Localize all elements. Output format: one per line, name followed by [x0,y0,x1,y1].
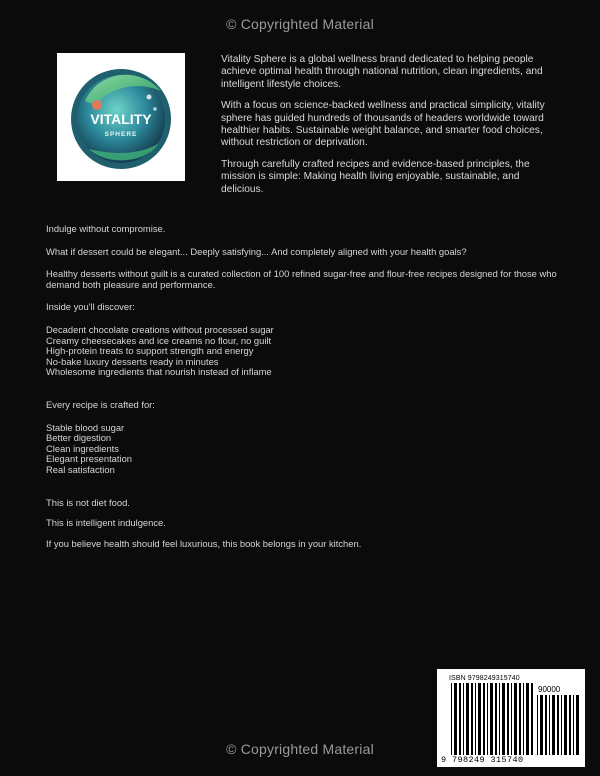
closing-line-3: If you believe health should feel luxurious, this book belongs in your kitchen. [46,537,362,549]
about-paragraph-2: With a focus on science-backed wellness and practical simplicity, vitality sphere has guided hundreds of thousands of headers worldwide toward healthier habits. Sustainable weight balance, and smarter food choices, without restriction or deprivation. [221,100,545,149]
closing-line-1: This is not diet food. [46,496,130,508]
list-item: Real satisfaction [46,463,115,475]
list-item: No-bake luxury desserts ready in minutes [46,355,219,367]
logo-wordmark-main: VITALITY [90,111,152,127]
collection-description: Healthy desserts without guilt is a curated collection of 100 refined sugar-free and flour-free recipes designed for those who demand both pleasure and performance. [46,268,557,290]
vitality-sphere-logo-icon [65,61,177,173]
copyright-watermark-bottom: © Copyrighted Material [226,741,374,757]
list-item: Clean ingredients [46,442,119,454]
list-item: Wholesome ingredients that nourish instead of inflame [46,366,272,378]
about-brand-section [221,54,561,205]
list-item: High-protein treats to support strength and energy [46,345,254,357]
about-paragraph-3: Through carefully crafted recipes and evidence-based principles, the mission is simple: Making health living enjoyable, sustainable, and delicious. [221,158,530,195]
list-item: Decadent chocolate creations without processed sugar [46,323,274,335]
closing-line-2: This is intelligent indulgence. [46,517,166,529]
list-item: Elegant presentation [46,453,133,465]
tagline: Indulge without compromise. [46,223,166,234]
copyright-watermark-top: © Copyrighted Material [226,16,374,32]
list-item: Creamy cheesecakes and ice creams no flour, no guilt [46,334,272,346]
crafted-list [46,423,566,476]
logo-wordmark-sub: SPHERE [104,131,138,138]
discover-list [46,325,566,378]
isbn-digits: 9 798249 315740 [441,755,524,765]
price-code: 90000 [538,685,561,694]
brand-logo [57,53,185,181]
list-item: Better digestion [46,432,112,444]
about-paragraph-1: Vitality Sphere is a global wellness brand dedicated to helping people achieve optimal health through national nutrition, clean ingredients, and intelligent lifestyle choices. [221,54,543,90]
crafted-heading: Every recipe is crafted for: [46,398,155,410]
list-item: Stable blood sugar [46,421,125,433]
discover-heading: Inside you'll discover: [46,301,135,313]
book-description [46,224,566,549]
isbn-label: ISBN 9798249315740 [449,675,520,682]
intro-question: What if dessert could be elegant... Deeply satisfying... And completely aligned with your health goals? [46,245,467,257]
